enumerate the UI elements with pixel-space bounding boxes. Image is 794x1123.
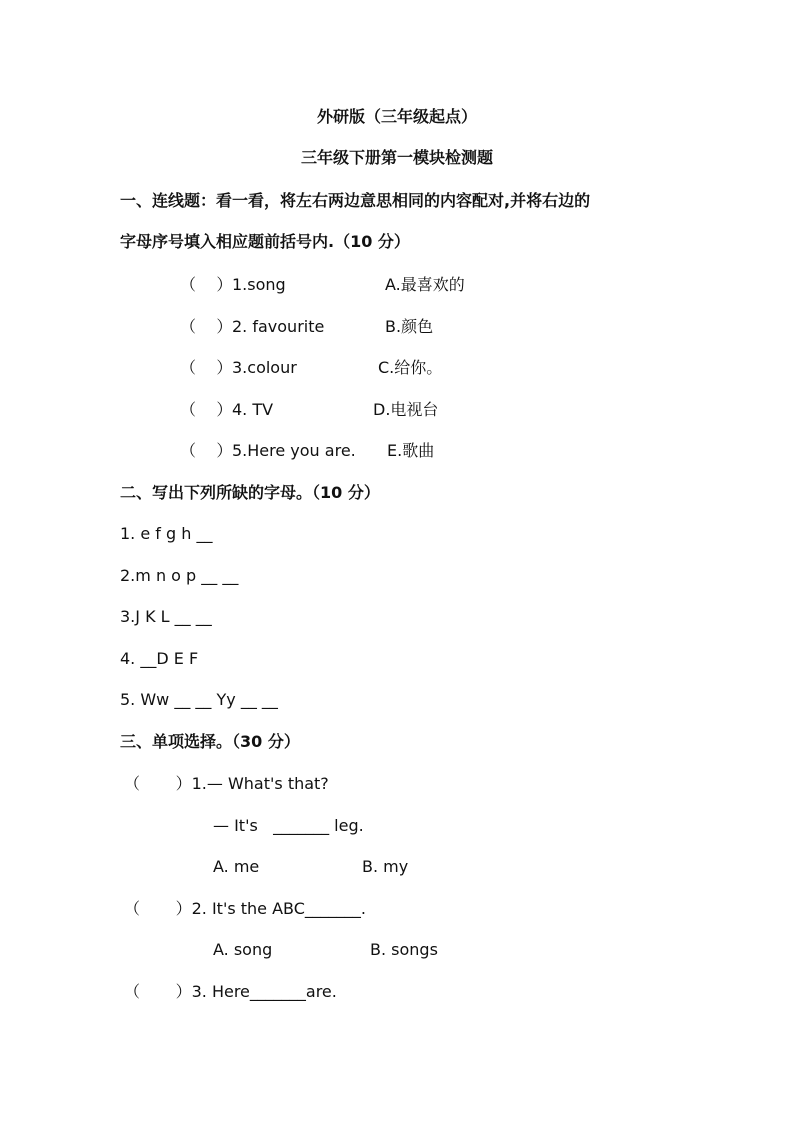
question-stem: （ ）3. Here_______are.	[124, 982, 337, 1001]
matching-right-item: D.电视台	[373, 400, 439, 419]
matching-right-item: C.给你。	[378, 358, 443, 377]
option-a[interactable]: A. song	[213, 940, 273, 959]
option-a[interactable]: A. me	[213, 857, 260, 876]
page-subtitle: 三年级下册第一模块检测题	[300, 148, 493, 167]
section3-heading: 三、单项选择。（30 分）	[120, 732, 300, 751]
matching-right-item: A.最喜欢的	[385, 275, 465, 294]
matching-left-item: 2. favourite	[232, 317, 325, 336]
section1-heading-line2: 字母序号填入相应题前括号内.（10 分）	[120, 232, 410, 251]
missing-letters-item: 1. e f g h __	[120, 524, 213, 543]
answer-paren[interactable]: （ ）	[180, 317, 233, 336]
option-b[interactable]: B. my	[362, 857, 409, 876]
answer-paren[interactable]: （ ）	[180, 441, 233, 460]
missing-letters-item: 2.m n o p __ __	[120, 566, 239, 585]
section2-heading: 二、写出下列所缺的字母。（10 分）	[120, 483, 380, 502]
matching-left-item: 4. TV	[232, 400, 274, 419]
question-stem: （ ）1.— What's that?	[124, 774, 329, 793]
matching-left-item: 3.colour	[232, 358, 297, 377]
question-stem: （ ）2. It's the ABC_______.	[124, 899, 367, 918]
matching-right-item: E.歌曲	[387, 441, 435, 460]
missing-letters-item: 5. Ww __ __ Yy __ __	[120, 690, 278, 709]
missing-letters-item: 4. __D E F	[120, 649, 199, 668]
matching-left-item: 1.song	[232, 275, 286, 294]
matching-left-item: 5.Here you are.	[232, 441, 356, 460]
page-title: 外研版（三年级起点）	[316, 107, 477, 126]
option-b[interactable]: B. songs	[370, 940, 438, 959]
answer-paren[interactable]: （ ）	[180, 275, 233, 294]
section1-heading-line1: 一、连线题：看一看，将左右两边意思相同的内容配对,并将右边的	[120, 191, 591, 210]
answer-paren[interactable]: （ ）	[180, 400, 233, 419]
matching-right-item: B.颜色	[385, 317, 434, 336]
answer-paren[interactable]: （ ）	[180, 358, 233, 377]
question-line: — It's _______ leg.	[213, 816, 364, 835]
missing-letters-item: 3.J K L __ __	[120, 607, 212, 626]
